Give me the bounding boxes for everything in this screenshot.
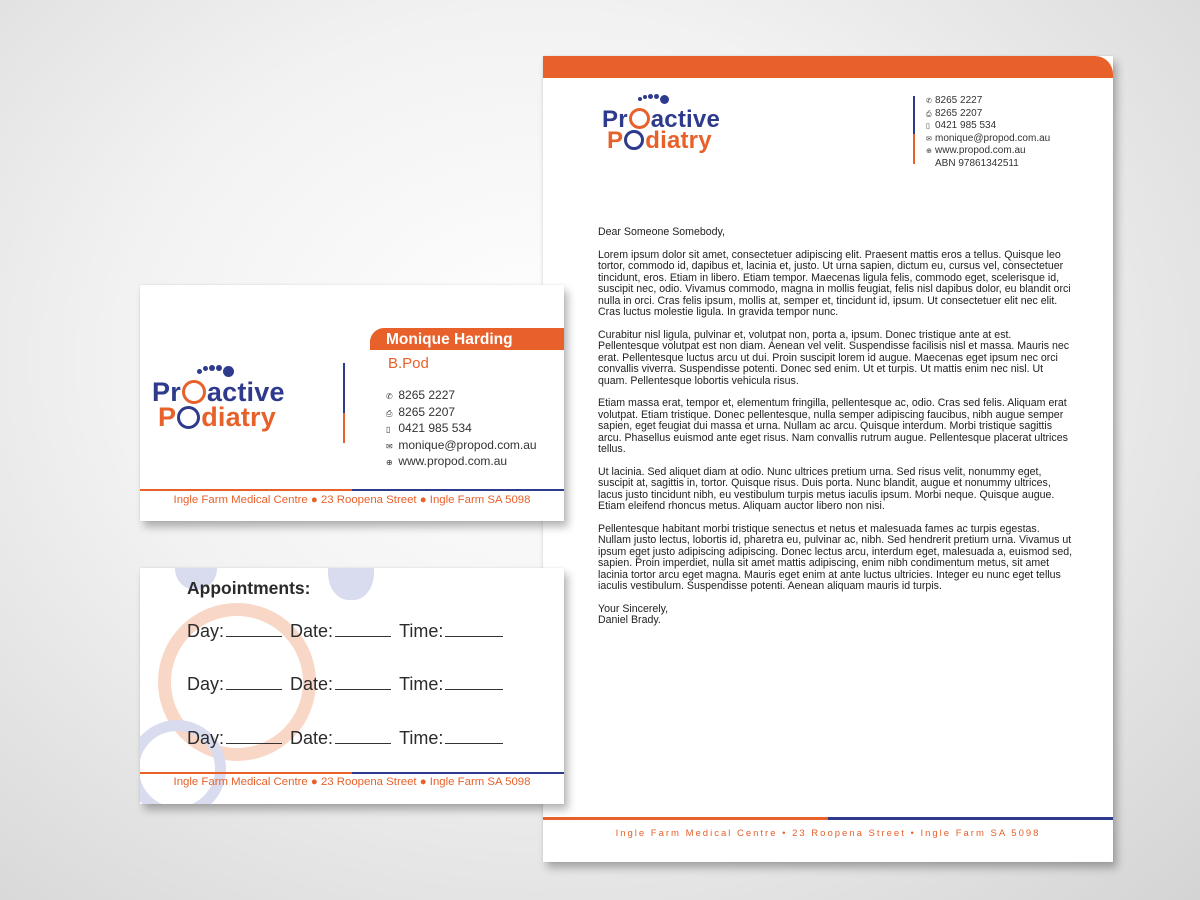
date-field[interactable] bbox=[335, 676, 391, 690]
contact-abn: ABN 97861342511 bbox=[935, 157, 1019, 169]
day-label: Day: bbox=[187, 621, 225, 641]
divider bbox=[140, 489, 352, 491]
contact-fax: ⎙ 8265 2207 bbox=[926, 107, 983, 119]
signature: Daniel Brady. bbox=[598, 614, 661, 626]
mobile-icon: ▯ bbox=[926, 123, 930, 130]
email-icon: ✉ bbox=[926, 135, 932, 143]
appointments-heading: Appointments: bbox=[187, 578, 311, 598]
decorative-blob bbox=[328, 568, 374, 600]
globe-icon: ⊕ bbox=[926, 148, 932, 155]
contact-fax: ⎙ 8265 2207 bbox=[386, 405, 537, 422]
day-label: Day: bbox=[187, 728, 225, 748]
day-label: Day: bbox=[187, 674, 225, 694]
letter-body bbox=[598, 227, 1073, 627]
logo-line-2: P diatry bbox=[158, 402, 276, 432]
contact-mobile: ▯ 0421 985 534 bbox=[386, 421, 537, 438]
day-field[interactable] bbox=[226, 676, 282, 690]
phone-icon: ✆ bbox=[386, 392, 393, 401]
letterhead-top-bar bbox=[543, 56, 1113, 78]
card-title: B.Pod bbox=[388, 355, 429, 372]
paragraph: Pellentesque habitant morbi tristique senectus et netus et malesuada fames ac turpis egestas. Nullam justo lectus, lobortis id, pharetra eu, pulvinar ac, nibh. Sed hendrerit pretium urna. Vivamus ut ipsum eget justo adipiscing adipiscing. Donec lectus arcu, interdum eget, malesuada a, euismod sed, sapien. Proin imperdiet, nulla sit amet mattis adipiscing, enim nibh condimentum metus, sit amet lacinia tortor arcu eget magna. Mauris eget enim at ante luctus ultricies. Integer eu nunc eget tellus iaculis vestibulum. Suspendisse potenti. Aenean aliquam mauris id turpis. bbox=[598, 522, 1073, 592]
date-label: Date: bbox=[290, 621, 334, 641]
divider bbox=[913, 96, 915, 134]
divider bbox=[828, 817, 1113, 820]
contact-phone: ✆ 8265 2227 bbox=[926, 95, 983, 106]
day-field[interactable] bbox=[226, 730, 282, 744]
paragraph: Ut lacinia. Sed aliquet diam at odio. Nunc ultrices pretium urna. Sed risus velit, nonummy eget, suscipit at, sagittis in, tortor. Quisque risus. Duis porta. Nunc blandit, augue et nonummy ultrices, lacus justo tincidunt nibh, eu vestibulum turpis metus iaculis ipsum. Morbi neque. Quisque augue. Etiam eleifend rhoncus metus. Aliquam auctor libero non nisi. bbox=[598, 465, 1055, 512]
salutation: Dear Someone Somebody, bbox=[598, 226, 726, 238]
closing: Your Sincerely, bbox=[598, 602, 669, 615]
email-icon: ✉ bbox=[386, 441, 393, 451]
divider bbox=[140, 772, 352, 774]
mobile-icon: ▯ bbox=[386, 425, 391, 434]
appointment-row bbox=[187, 728, 506, 749]
contact-web: ⊕ www.propod.com.au bbox=[386, 454, 537, 471]
paragraph: Etiam massa erat, tempor et, elementum fringilla, pellentesque ac, odio. Cras sed felis. Aliquam erat volutpat. Etiam tristique. Donec pellentesque, nulla semper adipiscing faucibus, nibh augue semper sapien, eget feugiat dui massa et urna. Nullam ac arcu. Quisque interdum. Morbi tristique sagittis arcu. Phasellus euismod ante eget risus. Nam convallis rutrum augue. Pellentesque placerat ultrices tellus. bbox=[598, 397, 1068, 455]
divider bbox=[543, 817, 828, 820]
paragraph: Curabitur nisl ligula, pulvinar et, volutpat non, porta a, ipsum. Donec tristique ante at est. Pellentesque volutpat est non diam. Aenean vel velit. Suspendisse facilisis nisl et massa. Mauris nec erat. Pellentesque luctus arcu ut dui. Proin suscipit lorem id augue. Maecenas eget ipsum nec orci convallis viverra. Suspendisse potenti. Donec sed enim. Ut et turpis. Ut mattis enim nec nisl. Ut quam. Pellentesque lobortis vehicula risus. bbox=[598, 328, 1070, 387]
logo-line-1: Pr active bbox=[602, 106, 721, 133]
contact-mobile: ▯ 0421 985 534 bbox=[926, 120, 997, 131]
logo-line-2: P diatry bbox=[607, 127, 712, 154]
date-field[interactable] bbox=[335, 623, 391, 637]
card-footer: Ingle Farm Medical Centre ● 23 Roopena Street ● Ingle Farm SA 5098 bbox=[173, 494, 531, 506]
logo-line-1: Pr active bbox=[152, 377, 285, 407]
letterhead-footer: Ingle Farm Medical Centre • 23 Roopena Street • Ingle Farm SA 5098 bbox=[615, 828, 1041, 839]
logo-ring-icon bbox=[182, 380, 206, 404]
logo-ring-icon bbox=[624, 130, 644, 150]
date-label: Date: bbox=[290, 728, 334, 748]
globe-icon: ⊕ bbox=[386, 458, 393, 467]
contact-email: ✉ monique@propod.com.au bbox=[926, 132, 1051, 144]
date-label: Date: bbox=[290, 674, 334, 694]
time-field[interactable] bbox=[445, 676, 503, 690]
time-field[interactable] bbox=[445, 730, 503, 744]
fax-icon: ⎙ bbox=[386, 408, 393, 418]
day-field[interactable] bbox=[226, 623, 282, 637]
divider bbox=[343, 363, 345, 413]
time-field[interactable] bbox=[445, 623, 503, 637]
card-logo bbox=[152, 365, 352, 445]
contact-email: ✉ monique@propod.com.au bbox=[386, 438, 537, 455]
logo-ring-icon bbox=[177, 406, 200, 429]
fax-icon: ⎙ bbox=[926, 110, 932, 118]
letterhead-contacts bbox=[926, 95, 1050, 169]
divider bbox=[352, 772, 564, 774]
appointment-row bbox=[187, 621, 506, 642]
appointment-card bbox=[140, 568, 564, 804]
letterhead-logo bbox=[600, 94, 760, 164]
date-field[interactable] bbox=[335, 730, 391, 744]
contact-phone: ✆ 8265 2227 bbox=[386, 388, 537, 405]
appointment-footer: Ingle Farm Medical Centre ● 23 Roopena Street ● Ingle Farm SA 5098 bbox=[173, 776, 531, 788]
logo-ring-icon bbox=[629, 108, 650, 129]
phone-icon: ✆ bbox=[926, 98, 932, 105]
paragraph: Lorem ipsum dolor sit amet, consectetuer adipiscing elit. Praesent mattis eros a tellus. Quisque leo tortor, commodo id, dapibus et, lacinia et, justo. Ut urna sapien, dictum eu, cursus vel, consectetuer tincidunt, eros. Etiam in libero. Etiam tempor. Maecenas ligula felis, commodo eget, scelerisque id, suscipit nec, odio. Vivamus commodo, magna in mollis feugiat, felis nisl dapibus dolor, eu blandit orci nulla in orci. Cras felis ipsum, mollis at, semper et, tincidunt id, ipsum. Ut consectetuer elit nec elit. Cras luctus molestie ligula. In gravida tempor nunc. bbox=[598, 248, 1071, 318]
card-name: Monique Harding bbox=[386, 331, 513, 348]
letterhead bbox=[543, 56, 1113, 862]
time-label: Time: bbox=[399, 674, 444, 694]
appointment-row bbox=[187, 674, 506, 695]
card-contacts bbox=[386, 388, 537, 471]
divider bbox=[343, 413, 345, 443]
time-label: Time: bbox=[399, 621, 444, 641]
contact-web: ⊕ www.propod.com.au bbox=[926, 145, 1026, 156]
divider bbox=[913, 134, 915, 164]
divider bbox=[352, 489, 564, 491]
business-card bbox=[140, 285, 564, 521]
time-label: Time: bbox=[399, 728, 444, 748]
